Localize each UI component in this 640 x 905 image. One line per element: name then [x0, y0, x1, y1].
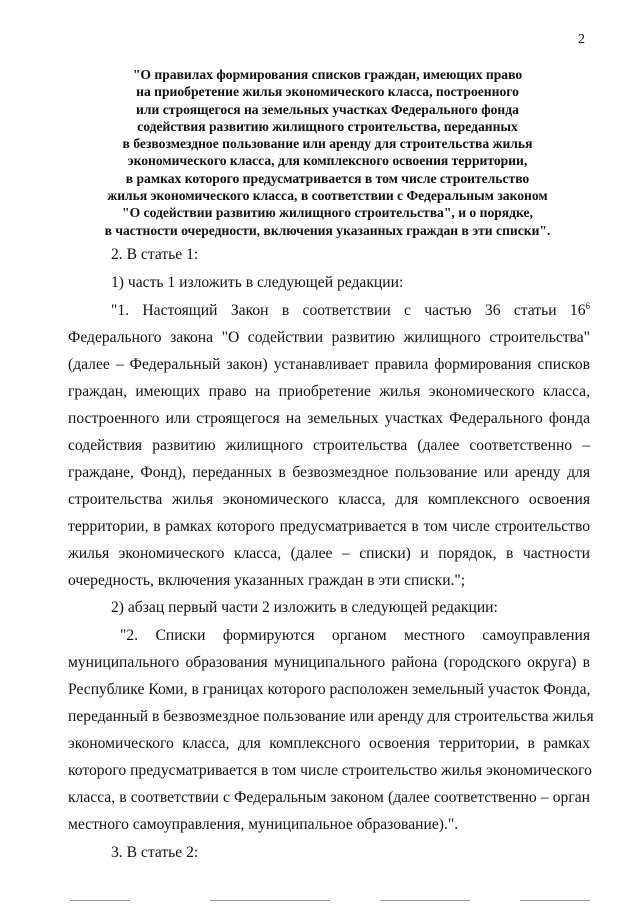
paragraph-line: жилья экономического класса, (далее – списки) и порядок, в частности: [68, 545, 590, 562]
title-line: или строящегося на земельных участках Федерального фонда: [136, 101, 519, 117]
paragraph-line: построенного или строящегося на земельных участках Федерального фонда: [68, 410, 590, 427]
article2-heading: 3. В статье 2:: [111, 844, 199, 861]
paragraph-line: переданный в безвозмездное пользование или аренду для строительства жилья: [68, 708, 594, 725]
item1-intro: 1) часть 1 изложить в следующей редакции:: [111, 274, 404, 291]
part1-first-line: [111, 301, 590, 320]
title-line: содействия развитию жилищного строительства, переданных: [137, 118, 518, 134]
part1-first-line-text: "1. Настоящий Закон в соответствии с частью 36 статьи 16: [111, 302, 586, 319]
title-line: в рамках которого предусматривается в том числе строительство: [125, 170, 530, 186]
paragraph-last-line: местного самоуправления, муниципальное образование).".: [68, 816, 459, 833]
paragraph-line: Республике Коми, в границах которого расположен земельный участок Фонда,: [68, 681, 591, 698]
paragraph-line: Федерального закона "О содействии развитию жилищного строительства": [68, 329, 590, 346]
page-number: 2: [578, 32, 585, 47]
paragraph-line: строительства жилья экономического класса, для комплексного освоения: [68, 491, 590, 508]
scan-artifact: [520, 900, 590, 901]
paragraph-line: муниципального образования муниципального района (городского округа) в: [68, 654, 590, 671]
paragraph-line: класса, в соответствии с Федеральным законом (далее соответственно – орган: [68, 789, 590, 806]
scan-artifact: [380, 900, 470, 901]
title-line: жилья экономического класса, в соответствии с Федеральным законом: [107, 188, 548, 204]
paragraph-line: граждане, Фонд), переданных в безвозмездное пользование или аренду для: [68, 464, 590, 481]
paragraph-last-line: очередность, включения указанных граждан в эти списки.";: [68, 572, 466, 589]
title-line: в частности очередности, включения указанных граждан в эти списки".: [104, 222, 551, 238]
part2-first-line: "2. Списки формируются органом местного самоуправления: [120, 627, 590, 644]
scan-artifact: [210, 900, 330, 901]
paragraph-line: экономического класса, для комплексного освоения территории, в рамках: [68, 735, 590, 752]
title-line: "О содействии развитию жилищного строительства", и о порядке,: [122, 205, 533, 221]
paragraph-line: которого предусматривается в том числе строительство жилья экономического: [68, 762, 592, 779]
paragraph-line: граждан, имеющих право на приобретение жилья экономического класса,: [68, 383, 590, 400]
title-line: в безвозмездное пользование или аренду для строительства жилья: [122, 136, 533, 152]
article-number-superscript: 6: [585, 300, 590, 311]
article1-heading: 2. В статье 1:: [111, 246, 199, 263]
paragraph-line: содействия развитию жилищного строительства (далее соответственно –: [68, 437, 590, 454]
scan-artifact: [70, 900, 130, 901]
title-line: на приобретение жилья экономического класса, построенного: [136, 84, 519, 100]
item2-intro: 2) абзац первый части 2 изложить в следующей редакции:: [111, 599, 498, 616]
law-title: [70, 66, 585, 239]
title-line: экономического класса, для комплексного освоения территории,: [127, 153, 528, 169]
paragraph-line: (далее – Федеральный закон) устанавливает правила формирования списков: [68, 356, 590, 373]
paragraph-line: территории, в рамках которого предусматривается в том числе строительство: [68, 518, 590, 535]
title-line: "О правилах формирования списков граждан, имеющих право: [132, 67, 523, 82]
